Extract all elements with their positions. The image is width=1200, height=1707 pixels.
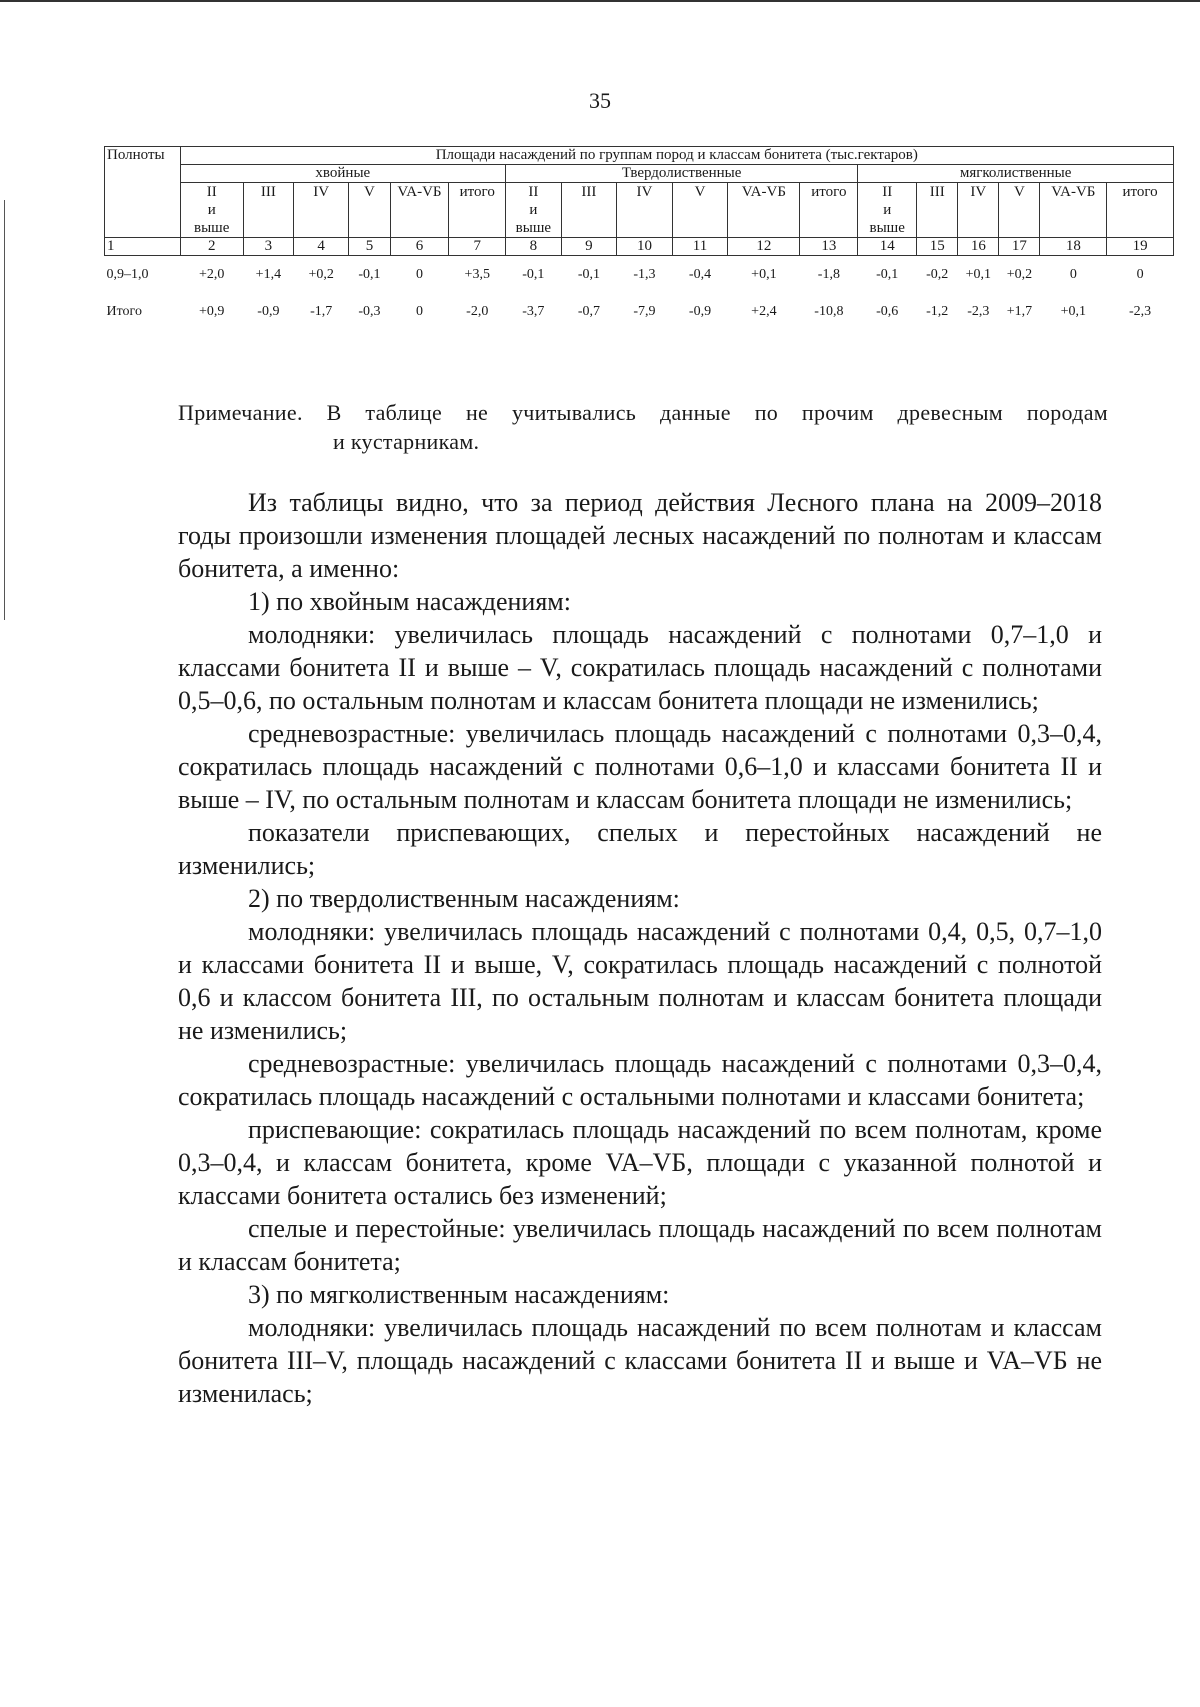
- paragraph: 2) по твердолиственным насаждениям:: [248, 884, 680, 913]
- paragraph: 3) по мягколиственным насаждениям:: [248, 1280, 670, 1309]
- row-label: Итого: [106, 304, 142, 319]
- table-cell: -0,1: [358, 267, 381, 282]
- column-number-cell: 17: [999, 238, 1040, 256]
- table-row: [105, 293, 1174, 330]
- table-cell: -0,7: [577, 304, 600, 319]
- table-row: [105, 256, 1174, 294]
- column-number-cell: 2: [180, 238, 243, 256]
- scan-edge-top: [0, 0, 1200, 2]
- subheader-cell: III: [243, 183, 293, 238]
- table-cell: -0,1: [577, 267, 600, 282]
- column-number-cell: 12: [728, 238, 800, 256]
- column-number-cell: 9: [561, 238, 617, 256]
- body-text: [178, 486, 1102, 1410]
- table-cell: -0,1: [876, 267, 899, 282]
- table-cell: -0,2: [926, 267, 949, 282]
- subheader-cell: IV: [958, 183, 999, 238]
- corner-label: Полноты: [105, 147, 181, 238]
- subheader-cell: IV: [293, 183, 349, 238]
- table-cell: -10,8: [814, 304, 844, 319]
- subheader-cell: VA-VБ: [1040, 183, 1107, 238]
- column-number-cell: 5: [349, 238, 390, 256]
- table-cell: -0,3: [358, 304, 381, 319]
- column-number-cell: 3: [243, 238, 293, 256]
- note-line-1: Примечание. В таблице не учитывались данные по прочим древесным породам: [178, 400, 1108, 425]
- paragraph: показатели приспевающих, спелых и перестойных насаждений не изменились;: [178, 818, 1102, 880]
- subheader-cell: V: [672, 183, 728, 238]
- table-cell: -2,0: [466, 304, 489, 319]
- table-cell: -1,2: [926, 304, 949, 319]
- column-number-cell: 15: [917, 238, 958, 256]
- table-cell: -3,7: [522, 304, 545, 319]
- subheader-cell: V: [999, 183, 1040, 238]
- column-number-cell: 1: [105, 238, 181, 256]
- table-cell: 0: [415, 267, 423, 282]
- paragraph: молодняки: увеличилась площадь насаждений с полнотами 0,7–1,0 и классами бонитета II и выше – V, сократилась площадь насаждений с полнотами 0,5–0,6, по остальным полнотам и классам бонитета площади не изменились;: [178, 620, 1102, 715]
- column-number-cell: 19: [1107, 238, 1174, 256]
- table-cell: -0,6: [876, 304, 899, 319]
- subheader-cell: итого: [800, 183, 858, 238]
- row-label: 0,9–1,0: [106, 267, 149, 282]
- paragraph: спелые и перестойные: увеличилась площадь насаждений по всем полнотам и классам бонитета;: [178, 1214, 1102, 1276]
- paragraph: Из таблицы видно, что за период действия Лесного плана на 2009–2018 годы произошли изменения площадей лесных насаждений по полнотам и классам бонитета, а именно:: [178, 488, 1102, 583]
- subheader-cell: VA-VБ: [728, 183, 800, 238]
- paragraph: молодняки: увеличилась площадь насаждений с полнотами 0,4, 0,5, 0,7–1,0 и классами бонитета II и выше, V, сократилась площадь насаждений с полнотой 0,6 и классом бонитета III, по остальным полнотам и классам бонитета площади не изменились;: [178, 917, 1102, 1045]
- table-cell: -0,4: [688, 267, 712, 282]
- table-cell: 0: [415, 304, 423, 319]
- table-cell: 0: [1069, 267, 1077, 282]
- table-cell: -7,9: [633, 304, 656, 319]
- subheader-cell: VA-VБ: [390, 183, 449, 238]
- table-cell: -1,8: [817, 267, 840, 282]
- table-cell: -2,3: [967, 304, 990, 319]
- column-number-cell: 7: [449, 238, 506, 256]
- column-number-cell: 13: [800, 238, 858, 256]
- table-cell: -1,7: [310, 304, 333, 319]
- paragraph: средневозрастные: увеличилась площадь насаждений с полнотами 0,3–0,4, сократилась площадь насаждений с полнотами 0,6–1,0 и классами бонитета II и выше – IV, по остальным полнотам и классам бонитета площади не изменились;: [178, 719, 1102, 814]
- column-number-cell: 16: [958, 238, 999, 256]
- page-number: 35: [589, 88, 611, 113]
- column-number-cell: 11: [672, 238, 728, 256]
- subheader-cell: итого: [1107, 183, 1174, 238]
- table-cell: 0: [1136, 267, 1144, 282]
- subheader-cell: II и выше: [506, 183, 562, 238]
- column-number-cell: 10: [617, 238, 673, 256]
- paragraph: молодняки: увеличилась площадь насаждений по всем полнотам и классам бонитета III–V, площадь насаждений с классами бонитета II и выше и VA–VБ не изменилась;: [178, 1313, 1102, 1408]
- subheader-cell: II и выше: [180, 183, 243, 238]
- column-number-cell: 8: [506, 238, 562, 256]
- scan-edge-left: [4, 200, 5, 620]
- table-cell: +1,4: [255, 267, 282, 282]
- table-cell: -0,9: [257, 304, 280, 319]
- table-cell: +0,9: [199, 304, 225, 319]
- group-header-conifer: хвойные: [180, 165, 506, 183]
- column-number-cell: 14: [858, 238, 917, 256]
- table-cell: +2,4: [751, 304, 777, 319]
- table-cell: -0,1: [522, 267, 545, 282]
- subheader-cell: IV: [617, 183, 673, 238]
- note-line-2: и кустарникам.: [333, 429, 480, 454]
- group-header-softwood: мягколиственные: [858, 165, 1174, 183]
- column-number-cell: 18: [1040, 238, 1107, 256]
- column-number-cell: 4: [293, 238, 349, 256]
- table-cell: +0,2: [1006, 267, 1033, 282]
- paragraph: приспевающие: сократилась площадь насаждений по всем полнотам, кроме 0,3–0,4, и классам бонитета, кроме VA–VБ, площади с указанной полнотой и классами бонитета остались без изменений;: [178, 1115, 1102, 1210]
- main-header: Площади насаждений по группам пород и классам бонитета (тыс.гектаров): [180, 147, 1173, 165]
- table-cell: +2,0: [199, 267, 225, 282]
- table-cell: +0,1: [1060, 304, 1087, 319]
- subheader-cell: III: [561, 183, 617, 238]
- subheader-cell: II и выше: [858, 183, 917, 238]
- area-change-table: [104, 146, 1174, 330]
- table-cell: -2,3: [1128, 304, 1152, 319]
- table-cell: -0,9: [688, 304, 712, 319]
- table-cell: +3,5: [464, 267, 490, 282]
- table-cell: -1,3: [633, 267, 656, 282]
- table-cell: +0,1: [965, 267, 992, 282]
- paragraph: 1) по хвойным насаждениям:: [248, 587, 571, 616]
- group-header-hardwood: Твердолиственные: [506, 165, 858, 183]
- column-number-cell: 6: [390, 238, 449, 256]
- table-cell: +0,2: [308, 267, 334, 282]
- paragraph: средневозрастные: увеличилась площадь насаждений с полнотами 0,3–0,4, сократилась площадь насаждений с остальными полнотами и классами бонитета;: [178, 1049, 1102, 1111]
- subheader-cell: итого: [449, 183, 506, 238]
- table-cell: +1,7: [1006, 304, 1033, 319]
- table-note: [178, 398, 1108, 456]
- subheader-cell: III: [917, 183, 958, 238]
- subheader-cell: V: [349, 183, 390, 238]
- table-cell: +0,1: [751, 267, 777, 282]
